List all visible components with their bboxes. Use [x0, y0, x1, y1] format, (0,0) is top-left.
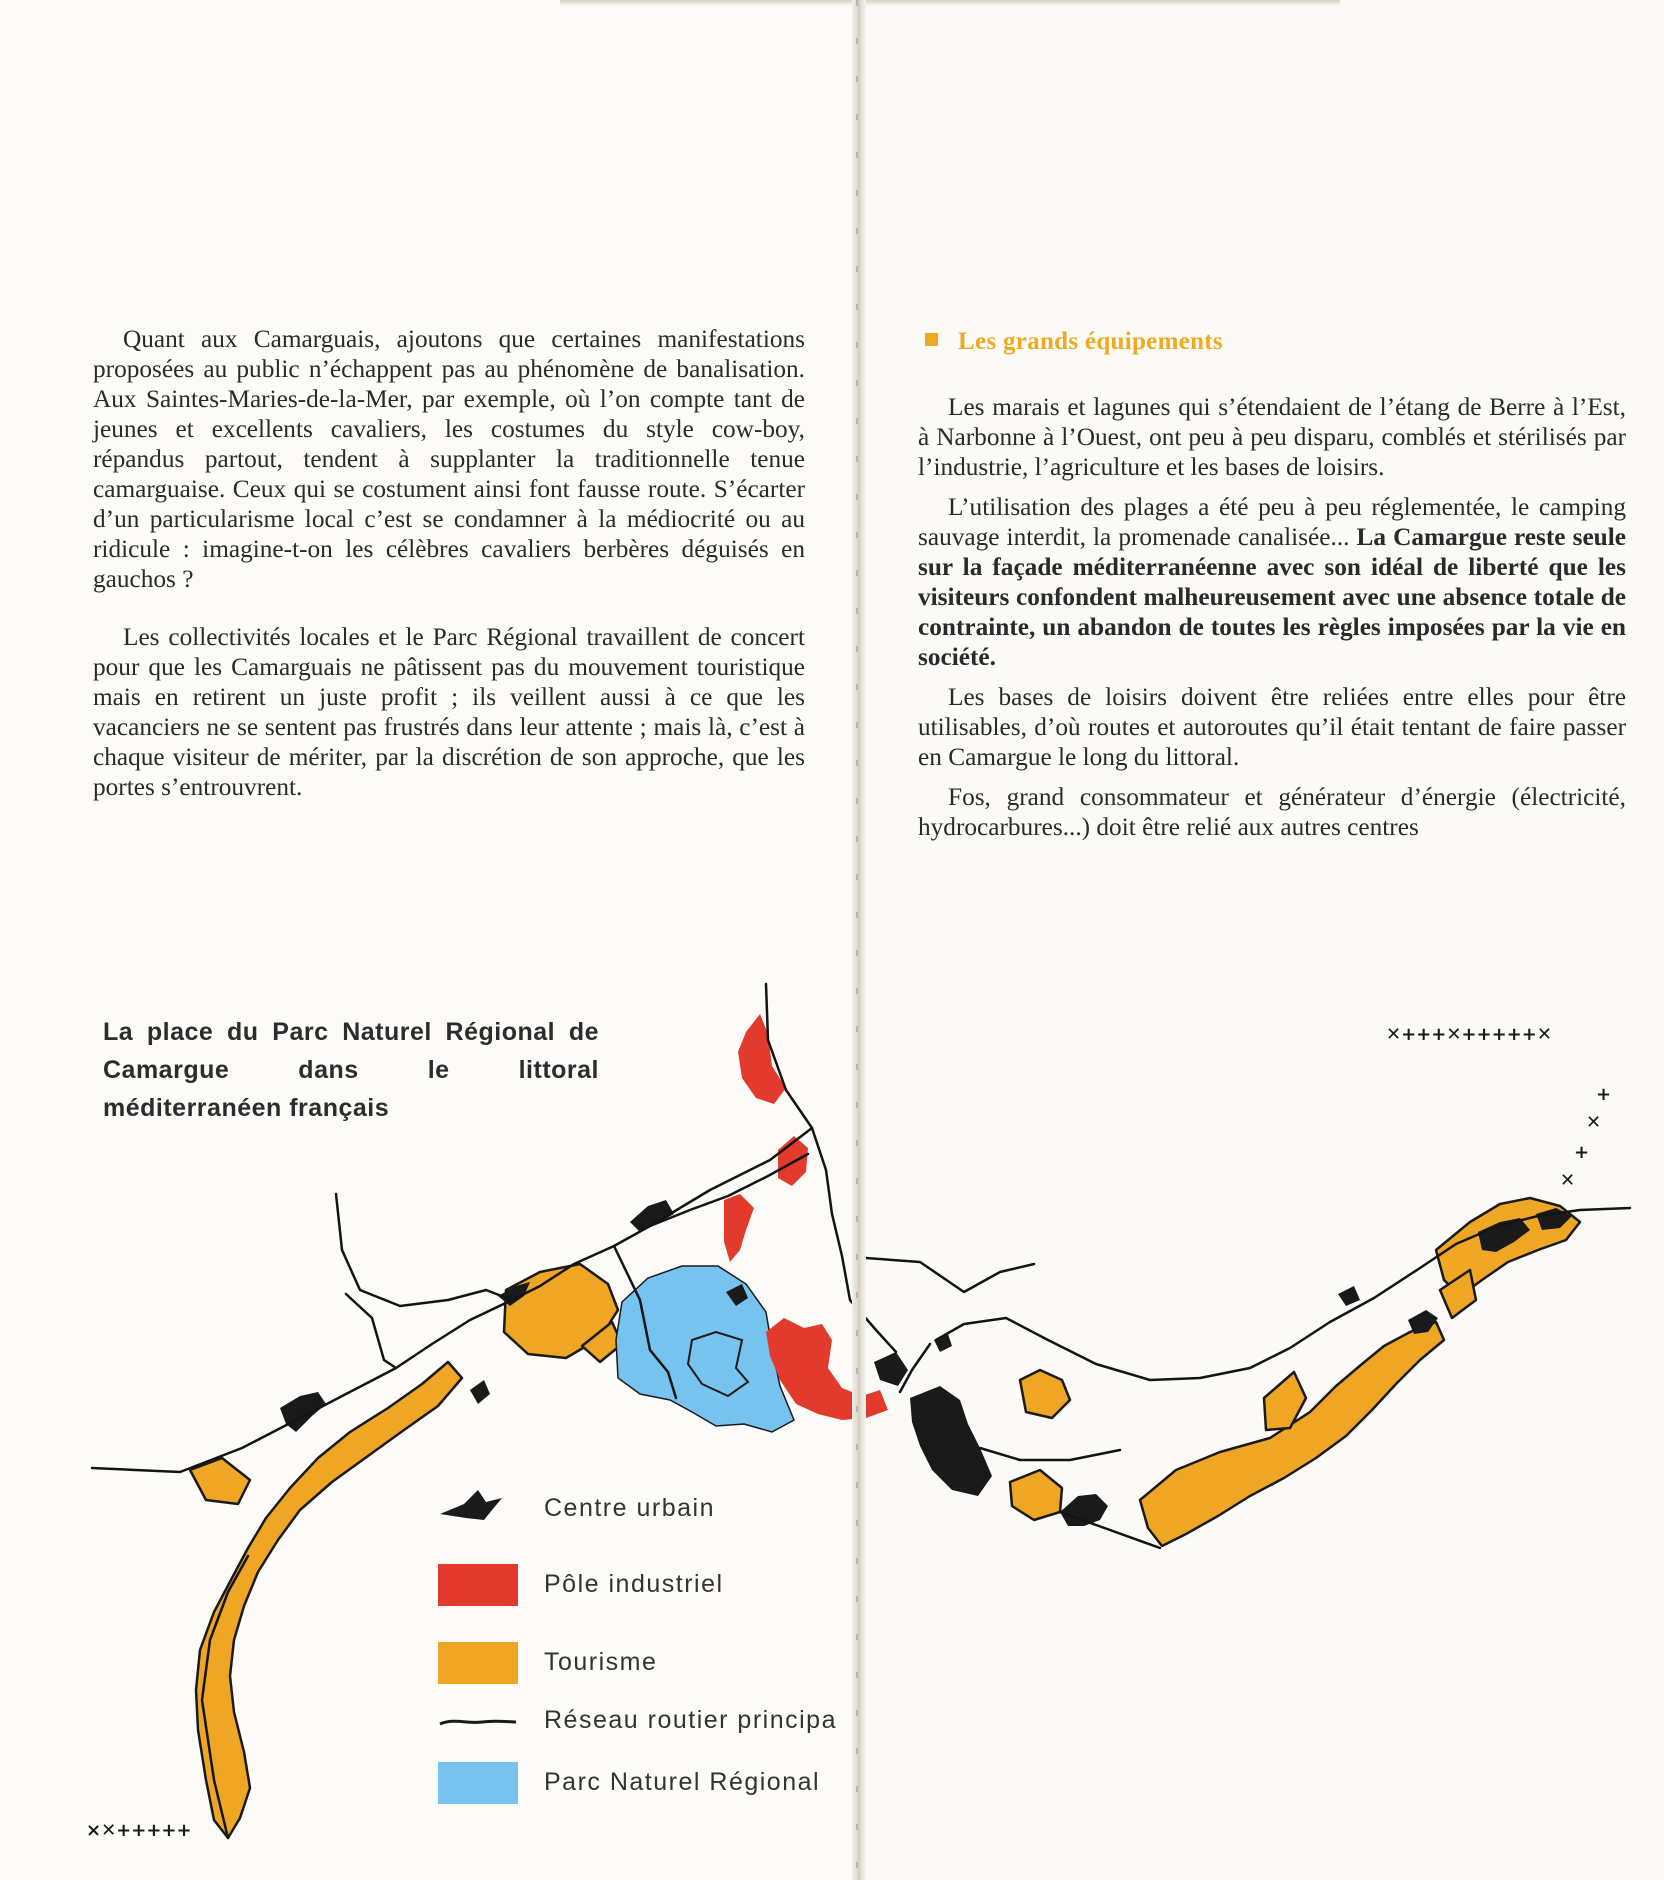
legend-label-road: Réseau routier principa: [544, 1706, 837, 1734]
road-east-main: [866, 1258, 1034, 1292]
urban-centre-narbonne: [470, 1380, 490, 1404]
urban-centre-marseille: [910, 1386, 992, 1496]
urban-centre-hyeres: [1338, 1286, 1360, 1306]
gutter-stitching: [856, 0, 858, 1880]
industry-zone-north: [738, 1014, 786, 1104]
legend-row-road: [438, 1700, 858, 1744]
road-var: [980, 1448, 1120, 1460]
left-paragraph-2: Les collectivités locales et le Parc Régional travaillent de concert pour que les Camarguais ne pâtissent pas du mouvement touristique mais en retirent un juste profit ; ils veillent aussi à ce que les vacanciers ne se sentent pas frustrés dans leur attente ; mais là, c’est à chaque visiteur de mériter, par la discrétion de son approche, que les portes s’entrouvrent.: [93, 623, 805, 801]
border-italy-5: ✕: [1560, 1170, 1576, 1191]
road-east-2: [936, 1318, 1330, 1380]
legend-label-park: Parc Naturel Régional: [544, 1768, 821, 1796]
left-paragraph-1: Quant aux Camarguais, ajoutons que certaines manifestations proposées au public n’échappent pas au phénomène de banalisation. Aux Saintes-Maries-de-la-Mer, par exemple, où l’on compte tant de jeunes et excellents cavaliers, les costumes du style cow-boy, répandus partout, tendent à supplanter la traditionnelle tenue camarguaise. Ceux qui se costument ainsi font fausse route. S’écarter d’un particularisme local c’est se condamner à la médiocrité ou au ridicule : imagine-t-on les célèbres cavaliers berbères déguisés en gauchos ?: [93, 325, 805, 593]
urban-centre-arles: [874, 1352, 908, 1386]
road-north-1: [766, 984, 842, 1256]
legend-row-tourism: [438, 1642, 858, 1686]
right-paragraph-2-bold: La Camargue reste seule sur la façade méditerranéenne avec son idéal de liberté que les visiteurs confondent malheureusement avec une absence totale de contrainte, un abandon de toutes les règles imposées par la vie en société.: [918, 523, 1627, 671]
tourism-zone-west-coast: [196, 1362, 462, 1838]
road-line-icon: [438, 1700, 518, 1742]
border-italy-2: +: [1596, 1084, 1612, 1105]
map-title: La place du Parc Naturel Régional de Camargue dans le littoral méditerranéen français: [103, 1018, 599, 1122]
right-paragraph-4: Fos, grand consommateur et générateur d’énergie (électricité, hydrocarbures...) doit être relié aux autres centres: [918, 783, 1626, 841]
parc-naturel-camargue: [616, 1266, 794, 1432]
park-swatch: [438, 1762, 518, 1804]
border-italy-4: +: [1574, 1142, 1590, 1163]
legend-row-park: [438, 1762, 858, 1806]
legend-row-industry: [438, 1564, 858, 1608]
tourism-swatch: [438, 1642, 518, 1684]
industry-swatch: [438, 1564, 518, 1606]
tourism-zone-marseille: [1010, 1470, 1062, 1520]
urban-star-icon: [438, 1488, 518, 1530]
park-zone: [616, 1266, 794, 1432]
road-west-2: [346, 1294, 396, 1368]
road-west-inland: [336, 1194, 512, 1306]
right-paragraph-3: Les bases de loisirs doivent être reliées entre elles pour être utilisables, d’où routes et autoroutes qu’il était tentant de faire passer en Camargue le long du littoral.: [918, 683, 1626, 771]
book-gutter: [852, 0, 866, 1880]
tourism-zone-var-coast: [1140, 1322, 1444, 1546]
border-italy-3: ✕: [1586, 1112, 1602, 1133]
legend-label-tourism: Tourisme: [544, 1648, 658, 1676]
border-spain: ×✕+++++: [86, 1820, 192, 1841]
legend-label-industry: Pôle industriel: [544, 1570, 724, 1598]
road-camargue: [842, 1256, 896, 1352]
tourism-zone-provence-1: [1020, 1370, 1070, 1418]
section-title-text: Les grands équipements: [958, 328, 1223, 355]
legend-label-urban: Centre urbain: [544, 1494, 715, 1522]
legend-row-urban: [438, 1488, 858, 1532]
right-paragraph-1: Les marais et lagunes qui s’étendaient de l’étang de Berre à l’Est, à Narbonne à l’Ouest, ont peu à peu disparu, comblés et stérilisés par l’industrie, l’agriculture et les bases de loisirs.: [918, 393, 1626, 481]
tourism-zones: [190, 1198, 1580, 1838]
border-italy-1: ✕+++✕+++++✕: [1386, 1024, 1552, 1045]
right-paragraph-2-normal: L’utilisation des plages a été peu à peu réglementée, le camping sauvage interdit, la promenade canalisée...: [918, 493, 1626, 551]
industry-zone-3: [724, 1194, 754, 1262]
